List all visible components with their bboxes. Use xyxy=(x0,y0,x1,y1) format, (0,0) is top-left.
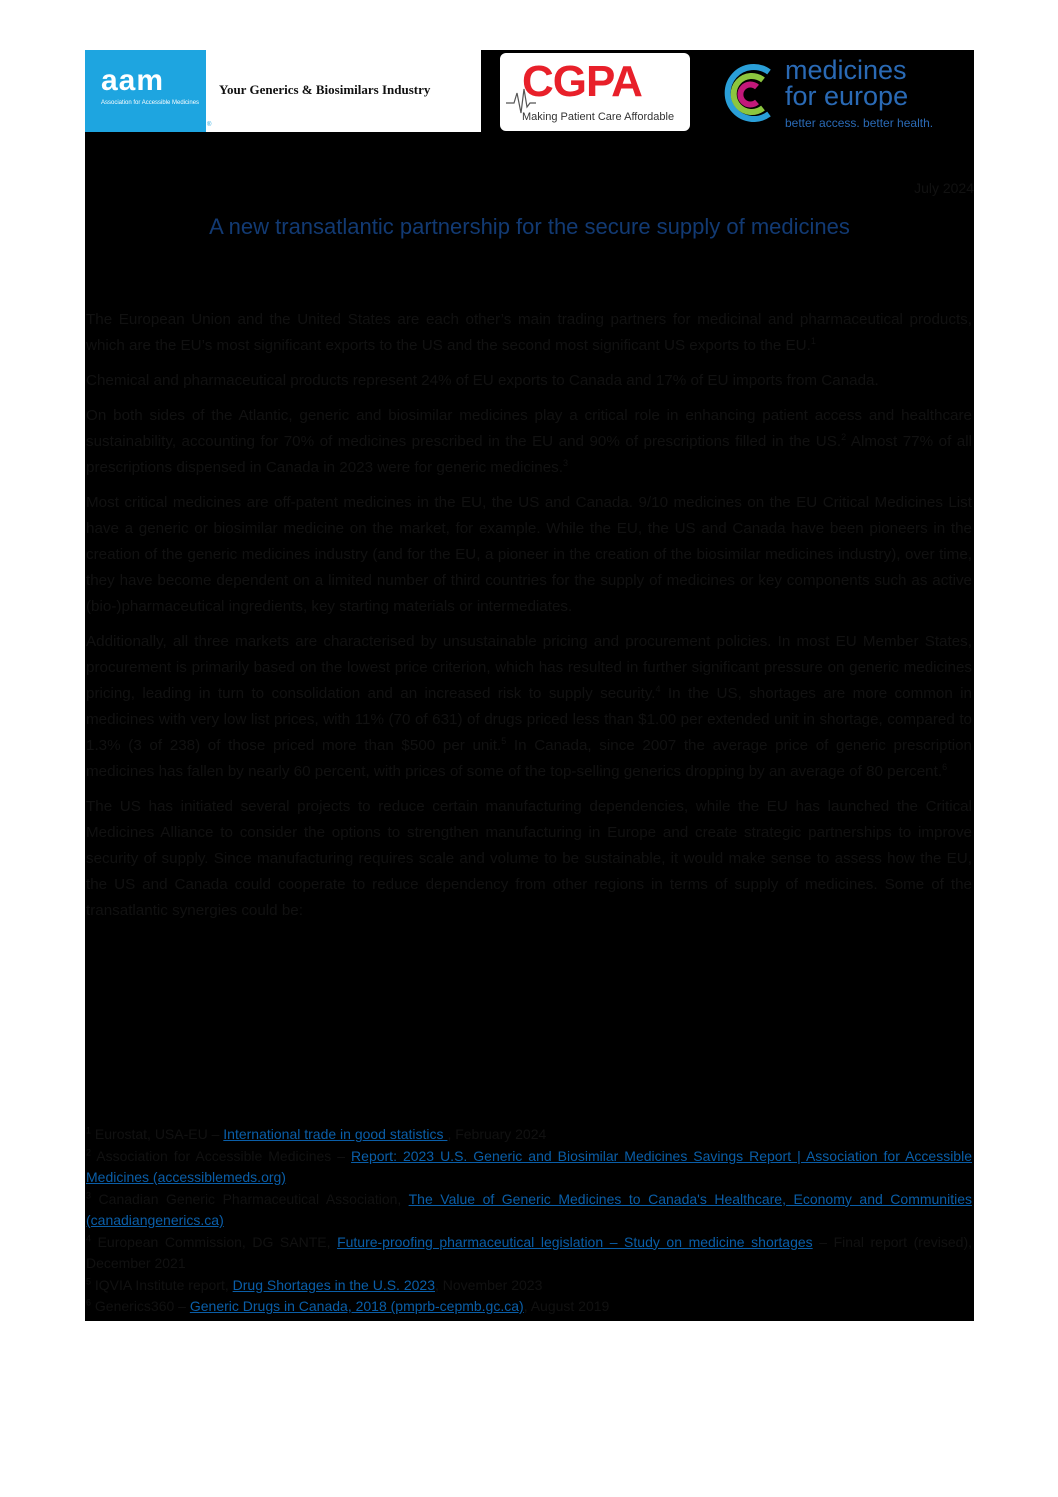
aam-registered-mark: ® xyxy=(207,122,212,128)
footnotes xyxy=(86,1124,972,1318)
footnote xyxy=(86,1232,972,1275)
footnote xyxy=(86,1146,972,1189)
footnote-text: , February 2024 xyxy=(447,1126,547,1142)
footnote xyxy=(86,1189,972,1232)
footnote-link[interactable]: Generic Drugs in Canada, 2018 (pmprb-cepmb.gc.ca) xyxy=(189,1298,524,1314)
footnote-number: 5 xyxy=(86,1275,92,1286)
document-body xyxy=(86,307,972,933)
paragraph xyxy=(86,403,972,481)
footnote-link[interactable]: Report: 2023 U.S. Generic and Biosimilar Medicines Savings Report | Association for Accessible Medicines (accessiblemeds.org) xyxy=(86,1147,972,1185)
paragraph-text: Chemical and pharmaceutical products represent 24% of EU exports to Canada and 17% of EU imports from Canada. xyxy=(86,372,879,389)
footnote-link[interactable]: International trade in good statistics xyxy=(223,1126,448,1142)
aam-logo-tagline: Your Generics & Biosimilars Industry xyxy=(219,82,431,97)
aam-logo-mark xyxy=(85,50,206,132)
footnote-link[interactable]: The Value of Generic Medicines to Canada's Healthcare, Economy and Communities (canadiangenerics.ca) xyxy=(86,1190,972,1228)
paragraph-text: In the US, shortages are more common in medicines with very low list prices, with 11% (70 of 631) of drugs priced less than $1.00 per extended unit in shortage, compared to 1.3% (3 of 238) of those priced more than $500 per unit. xyxy=(86,685,973,754)
footnote-number: 6 xyxy=(86,1297,92,1308)
paragraph-text: Almost 77% of all prescriptions dispensed in Canada in 2023 were for generic medicines. xyxy=(86,433,973,476)
footnote xyxy=(86,1275,972,1297)
paragraph-text: In Canada, since 2007 the average price of generic prescription medicines has fallen by nearly 60 percent, with prices of some of the top-selling generics dropping by an average of 80 percent. xyxy=(86,737,973,780)
document-title: A new transatlantic partnership for the secure supply of medicines xyxy=(209,214,850,239)
cgpa-logo-word: CGPA xyxy=(522,57,642,106)
paragraph xyxy=(86,368,972,394)
mfe-logo-tagline: better access. better health. xyxy=(785,116,934,130)
paragraph-text: The European Union and the United States are each other’s main trading partners for medicinal and pharmaceutical products, which are the EU’s most significant exports to the US and the second most significant US exports to the EU. xyxy=(86,311,972,354)
aam-logo-word: aam xyxy=(101,64,165,97)
footnote-text: Eurostat, USA-EU – xyxy=(91,1126,224,1142)
paragraph xyxy=(86,490,972,620)
aam-logo-subtitle: Association for Accessible Medicines xyxy=(101,100,200,106)
footnote xyxy=(86,1124,972,1146)
footnote-link[interactable]: Drug Shortages in the U.S. 2023 xyxy=(232,1276,435,1293)
footnote-number: 2 xyxy=(86,1146,92,1157)
footnote-text: Association for Accessible Medicines – xyxy=(91,1147,352,1164)
mfe-logo-line1: medicines xyxy=(785,55,907,85)
footnote-text: Generics360 – xyxy=(91,1298,190,1314)
mfe-logo-line2: for europe xyxy=(785,81,909,111)
footnote-text: Canadian Generic Pharmaceutical Association, xyxy=(91,1190,409,1207)
paragraph-text: Additionally, all three markets are characterised by unsustainable pricing and procurement policies. In most EU Member States, procurement is primarily based on the lowest price criterion, which has resulted in further significant pressure on generic medicines pricing, leading in turn to consolidation and an increased risk to supply security. xyxy=(86,633,972,702)
logo-banner xyxy=(85,50,974,134)
footnote-text: , August 2019 xyxy=(523,1298,610,1314)
footnote xyxy=(86,1296,972,1318)
footnote-ref[interactable]: 3 xyxy=(563,457,569,468)
paragraph-text: Most critical medicines are off-patent medicines in the EU, the US and Canada. 9/10 medicines on the EU Critical Medicines List have a generic or biosimilar medicine on the market, for example. While the EU, the US and Canada have been pioneers in the creation of the generic medicines industry (and for the EU, a pioneer in the creation of the biosimilar medicines industry), over time, they have become dependent on a limited number of third countries for the supply of medicines or key components such as active (bio-)pharmaceutical ingredients, key starting materials or intermediates. xyxy=(86,494,972,615)
footnote-ref[interactable]: 6 xyxy=(942,761,948,772)
medicines-for-europe-logo xyxy=(719,52,974,132)
aam-logo xyxy=(85,50,481,132)
footnote-number: 4 xyxy=(86,1232,92,1243)
footnote-number: 1 xyxy=(86,1125,92,1136)
footnote-text: , November 2023 xyxy=(434,1276,543,1293)
footnote-text: IQVIA Institute report, xyxy=(91,1276,233,1293)
footnote-ref[interactable]: 1 xyxy=(810,335,816,346)
footnote-text: European Commission, DG SANTE, xyxy=(91,1233,338,1250)
swirl-logo-icon xyxy=(719,62,779,122)
footnote-ref[interactable]: 4 xyxy=(655,683,661,694)
paragraph xyxy=(86,629,972,785)
paragraph-text: On both sides of the Atlantic, generic and biosimilar medicines play a critical role in enhancing patient access and healthcare sustainability, accounting for 70% of medicines prescribed in the EU and 90% of prescriptions filled in the US. xyxy=(86,407,972,450)
footnote-ref[interactable]: 5 xyxy=(501,735,507,746)
paragraph xyxy=(86,307,972,359)
paragraph xyxy=(86,794,972,924)
paragraph-text: The US has initiated several projects to reduce certain manufacturing dependencies, while the EU has launched the Critical Medicines Alliance to consider the options to strengthen manufacturing in Europe and create strategic partnerships to improve security of supply. Since manufacturing requires scale and volume to be sustainable, it would make sense to assess how the EU, the US and Canada could cooperate to reduce dependency from other regions in terms of supply of medicines. Some of the transatlantic synergies could be: xyxy=(86,798,972,919)
footnote-link[interactable]: Future-proofing pharmaceutical legislation – Study on medicine shortages xyxy=(337,1233,813,1250)
document-date: July 2024 xyxy=(914,180,974,196)
footnote-ref[interactable]: 2 xyxy=(841,431,847,442)
cgpa-logo xyxy=(500,53,690,131)
cgpa-logo-subtitle: Making Patient Care Affordable xyxy=(522,111,675,123)
footnote-number: 3 xyxy=(86,1189,92,1200)
footnote-text: – Final report (revised), December 2021 xyxy=(86,1233,972,1271)
